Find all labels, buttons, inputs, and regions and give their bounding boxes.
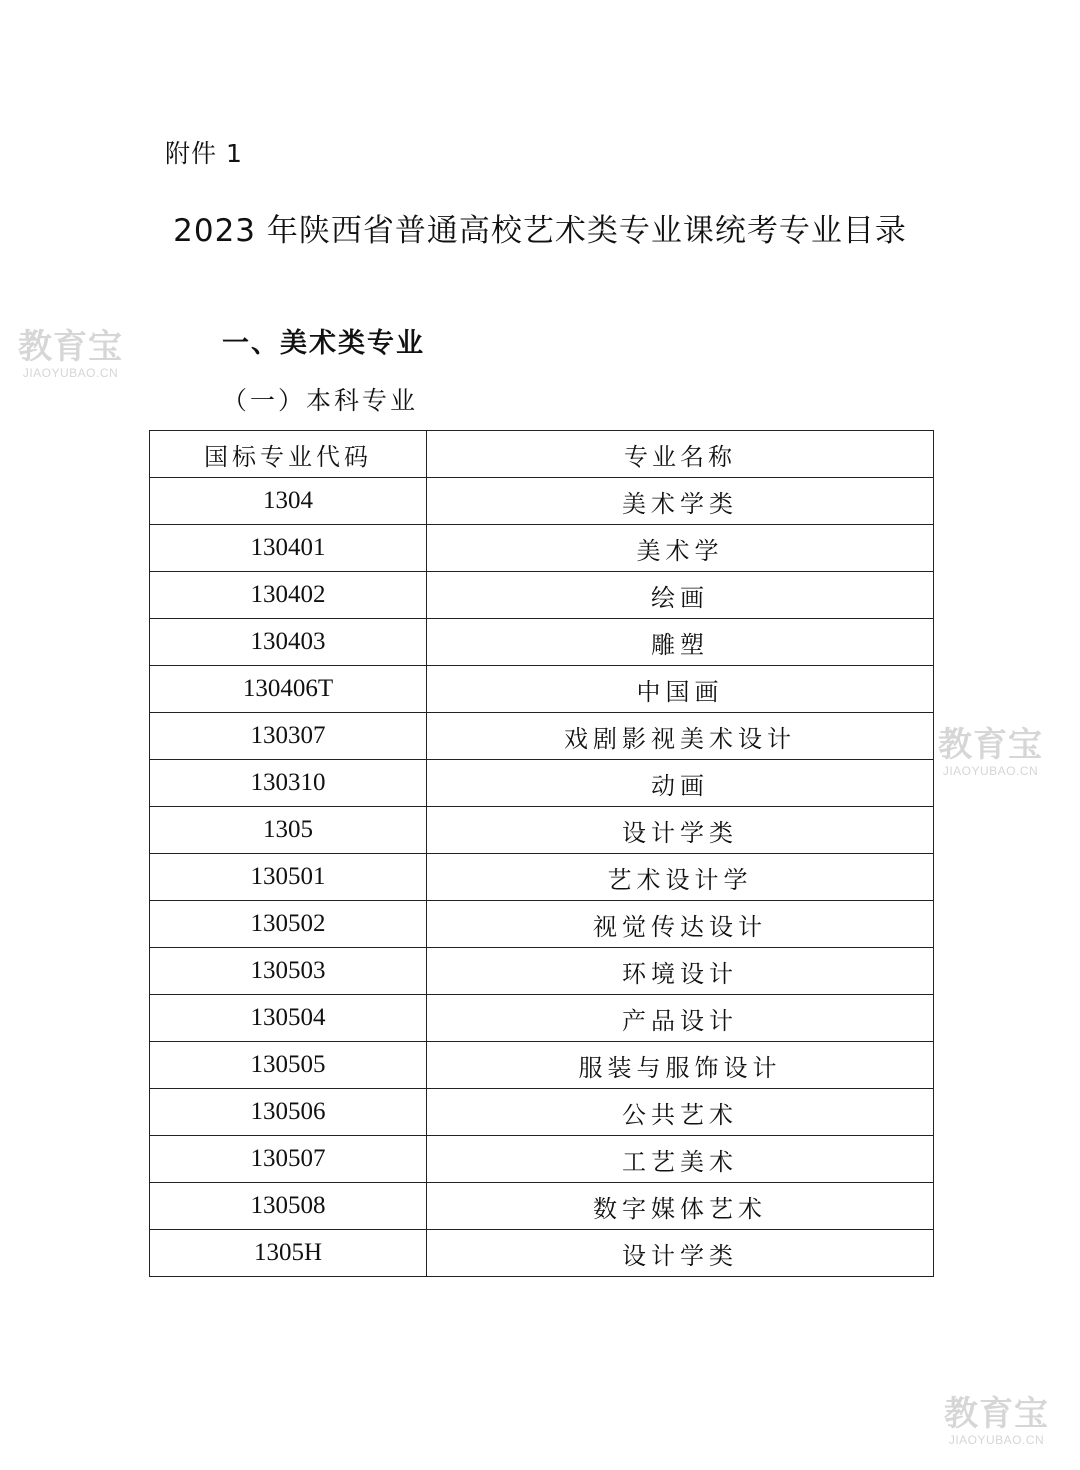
major-code-cell: 1305H — [150, 1230, 427, 1277]
major-name-cell: 数字媒体艺术 — [427, 1183, 934, 1230]
table-row — [150, 619, 934, 666]
document-title: 2023 年陕西省普通高校艺术类专业课统考专业目录 — [173, 213, 907, 249]
major-code-cell: 130508 — [150, 1183, 427, 1230]
major-name-cell: 雕塑 — [427, 619, 934, 666]
major-code-cell: 130307 — [150, 713, 427, 760]
major-code-cell: 1305 — [150, 807, 427, 854]
table-row — [150, 1042, 934, 1089]
table-row — [150, 525, 934, 572]
watermark-logo — [944, 1394, 1049, 1447]
table-row — [150, 995, 934, 1042]
major-code-cell: 130505 — [150, 1042, 427, 1089]
watermark-text: 教育宝 — [944, 1394, 1049, 1434]
major-code-cell: 1304 — [150, 478, 427, 525]
major-code-cell: 130504 — [150, 995, 427, 1042]
major-name-cell: 设计学类 — [427, 1230, 934, 1277]
attachment-label: 附件 1 — [165, 139, 243, 168]
major-name-cell: 设计学类 — [427, 807, 934, 854]
subsection-heading: （一）本科专业 — [222, 386, 419, 415]
major-code-cell: 130503 — [150, 948, 427, 995]
major-name-cell: 工艺美术 — [427, 1136, 934, 1183]
watermark-text: 教育宝 — [938, 725, 1043, 765]
table-row — [150, 854, 934, 901]
table-row — [150, 1230, 934, 1277]
major-code-cell: 130506 — [150, 1089, 427, 1136]
major-name-cell: 环境设计 — [427, 948, 934, 995]
major-name-cell: 产品设计 — [427, 995, 934, 1042]
header-name: 专业名称 — [427, 431, 934, 478]
table-row — [150, 478, 934, 525]
watermark-logo — [18, 327, 123, 380]
major-code-cell: 130310 — [150, 760, 427, 807]
major-code-cell: 130403 — [150, 619, 427, 666]
major-name-cell: 公共艺术 — [427, 1089, 934, 1136]
major-name-cell: 绘画 — [427, 572, 934, 619]
header-code: 国标专业代码 — [150, 431, 427, 478]
table-row — [150, 807, 934, 854]
watermark-url: JIAOYUBAO.CN — [948, 1433, 1045, 1447]
table-row — [150, 572, 934, 619]
table-row — [150, 901, 934, 948]
major-name-cell: 戏剧影视美术设计 — [427, 713, 934, 760]
table-header-row — [150, 431, 934, 478]
major-name-cell: 美术学 — [427, 525, 934, 572]
watermark-url: JIAOYUBAO.CN — [942, 764, 1039, 778]
major-code-cell: 130406T — [150, 666, 427, 713]
major-name-cell: 动画 — [427, 760, 934, 807]
major-name-cell: 艺术设计学 — [427, 854, 934, 901]
table-row — [150, 1136, 934, 1183]
watermark-text: 教育宝 — [18, 327, 123, 367]
table-row — [150, 760, 934, 807]
major-name-cell: 美术学类 — [427, 478, 934, 525]
major-catalog-table — [149, 430, 934, 1277]
major-code-cell: 130507 — [150, 1136, 427, 1183]
major-name-cell: 中国画 — [427, 666, 934, 713]
major-name-cell: 视觉传达设计 — [427, 901, 934, 948]
watermark-url: JIAOYUBAO.CN — [22, 366, 119, 380]
major-name-cell: 服装与服饰设计 — [427, 1042, 934, 1089]
table-row — [150, 1089, 934, 1136]
table-row — [150, 948, 934, 995]
watermark-logo — [938, 725, 1043, 778]
table-row — [150, 666, 934, 713]
major-code-cell: 130401 — [150, 525, 427, 572]
major-code-cell: 130402 — [150, 572, 427, 619]
section-heading: 一、美术类专业 — [222, 328, 425, 359]
table-row — [150, 1183, 934, 1230]
major-code-cell: 130501 — [150, 854, 427, 901]
table-row — [150, 713, 934, 760]
major-code-cell: 130502 — [150, 901, 427, 948]
